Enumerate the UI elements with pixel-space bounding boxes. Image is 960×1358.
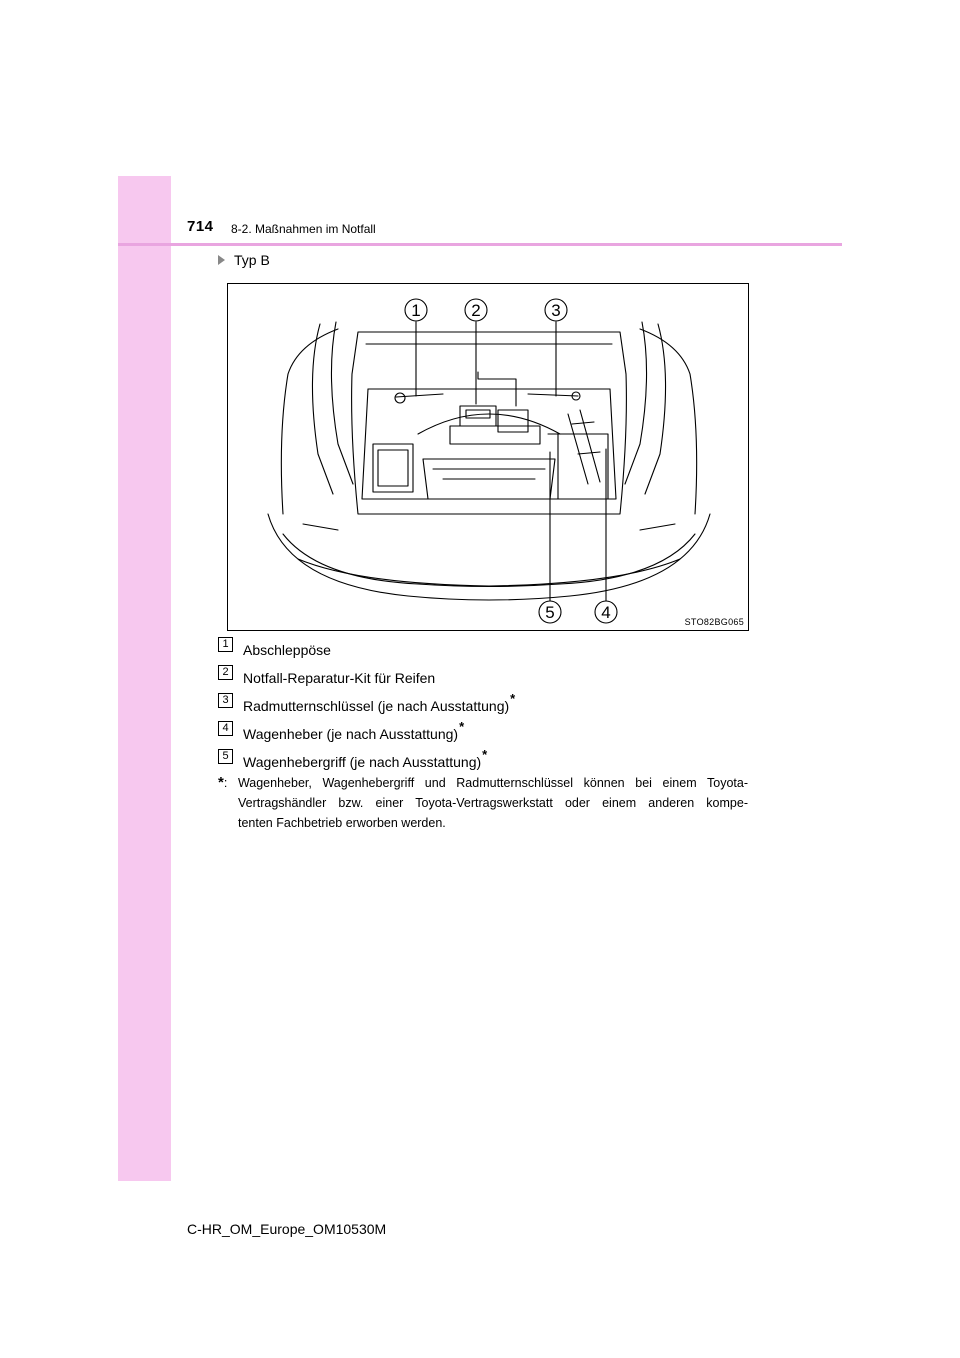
type-heading [218,252,270,268]
callout-layer [228,284,750,632]
legend-star: * [510,690,516,706]
footnote-line-3: tenten Fachbetrieb erworben werden. [238,816,446,830]
callout-1-label: 1 [411,301,421,320]
legend-number: 4 [218,721,233,736]
figure-code: STO82BG065 [684,617,744,627]
legend-list [218,634,515,774]
footnote-marker: * [218,774,224,791]
trunk-illustration [227,283,749,631]
legend-item [218,662,515,690]
legend-number: 2 [218,665,233,680]
callout-2-label: 2 [471,301,481,320]
legend-star: * [482,746,488,762]
callout-4-label: 4 [601,603,611,622]
legend-item [218,634,515,662]
footnote-text-1: : Wagenheber, Wagenhebergriff und Radmutternschlüssel können bei einem Toyota- [223,776,748,790]
triangle-bullet-icon [218,255,225,265]
legend-item [218,746,515,774]
legend-item [218,718,515,746]
document-footer: C-HR_OM_Europe_OM10530M [187,1221,387,1237]
footnote-line-2: Vertragshändler bzw. einer Toyota-Vertragswerkstatt oder einem anderen kompe- [238,796,748,810]
legend-text: Wagenheber (je nach Ausstattung) [243,726,459,742]
legend-item [218,690,515,718]
callout-5-label: 5 [545,603,555,622]
header-rule [118,243,842,246]
footnote [218,773,748,833]
type-label: Typ B [234,252,270,268]
legend-star: * [459,718,465,734]
footnote-line-1 [218,773,748,793]
legend-text: Radmutternschlüssel (je nach Ausstattung) [243,698,510,714]
legend-number: 5 [218,749,233,764]
section-title: 8-2. Maßnahmen im Notfall [231,222,376,236]
legend-text: Abschleppöse [243,642,331,658]
legend-text: Wagenhebergriff (je nach Ausstattung) [243,754,482,770]
legend-number: 1 [218,637,233,652]
legend-number: 3 [218,693,233,708]
legend-text: Notfall-Reparatur-Kit für Reifen [243,670,436,686]
callout-3-label: 3 [551,301,561,320]
side-tab-band [118,176,171,1181]
page-number: 714 [187,218,214,235]
